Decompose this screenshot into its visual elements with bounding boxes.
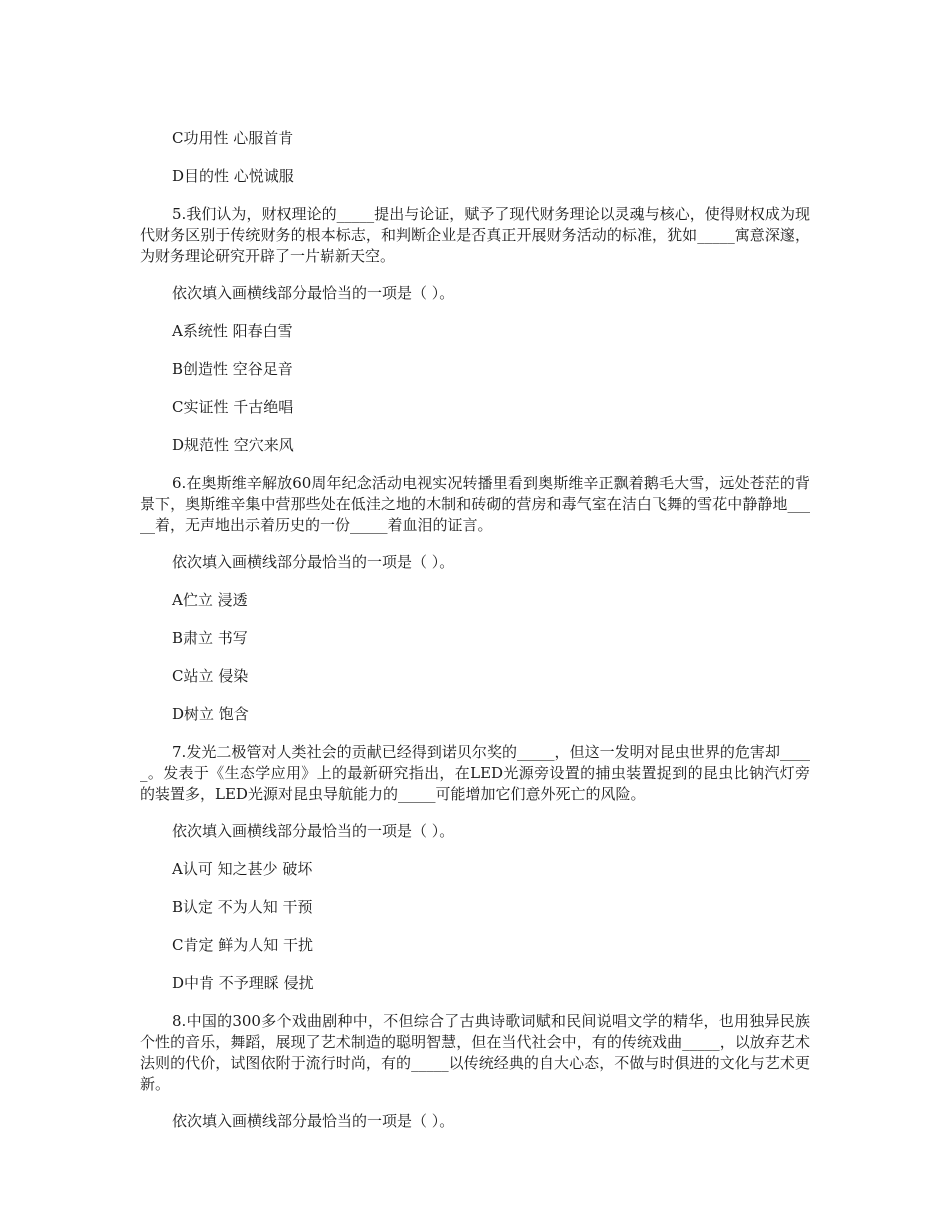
question-8: 8.中国的300多个戏曲剧种中，不但综合了古典诗歌词赋和民间说唱文学的精华，也用独异民族个性的音乐，舞蹈，展现了艺术制造的聪明智慧，但在当代社会中，有的传统戏曲_____，以放弃艺术法则的代价，试图依附于流行时尚，有的_____以传统经典的自大心态，不做与时俱进的文化与艺术更新。 bbox=[140, 1012, 810, 1093]
option-a-q7: A认可 知之甚少 破坏 bbox=[172, 860, 313, 878]
option-a-q6: A伫立 浸透 bbox=[172, 591, 248, 609]
option-d-q6: D树立 饱含 bbox=[172, 705, 249, 723]
option-d-q7: D中肯 不予理睬 侵扰 bbox=[172, 974, 314, 992]
option-b-q6: B肃立 书写 bbox=[172, 629, 248, 647]
question-6: 6.在奥斯维辛解放60周年纪念活动电视实况转播里看到奥斯维辛正飘着鹅毛大雪，远处苍茫的背景下，奥斯维辛集中营那些处在低洼之地的木制和砖砌的营房和毒气室在洁白飞舞的雪花中静静地_____着，无声地出示着历史的一份_____着血泪的证言。 bbox=[140, 474, 810, 534]
option-c-q5: C实证性 千古绝唱 bbox=[172, 398, 294, 416]
option-b-q5: B创造性 空谷足音 bbox=[172, 360, 293, 378]
option-a-q5: A系统性 阳春白雪 bbox=[172, 322, 293, 340]
question-7: 7.发光二极管对人类社会的贡献已经得到诺贝尔奖的_____，但这一发明对昆虫世界的危害却_____。发表于《生态学应用》上的最新研究指出，在LED光源旁设置的捕虫装置捉到的昆虫比钠汽灯旁的装置多，LED光源对昆虫导航能力的_____可能增加它们意外死亡的风险。 bbox=[140, 743, 810, 803]
question-5: 5.我们认为，财权理论的_____提出与论证，赋予了现代财务理论以灵魂与核心，使得财权成为现代财务区别于传统财务的根本标志，和判断企业是否真正开展财务活动的标准，犹如_____寓意深邃，为财务理论研究开辟了一片崭新天空。 bbox=[140, 205, 810, 265]
document-body bbox=[140, 128, 810, 1149]
option-c-q6: C站立 侵染 bbox=[172, 667, 249, 685]
option-d-q5: D规范性 空穴来风 bbox=[172, 436, 294, 454]
instruction-q6: 依次填入画横线部分最恰当的一项是（ ）。 bbox=[172, 553, 455, 571]
option-c-q7: C肯定 鲜为人知 干扰 bbox=[172, 936, 314, 954]
instruction-q8: 依次填入画横线部分最恰当的一项是（ ）。 bbox=[172, 1112, 455, 1130]
option-c-q4: C功用性 心服首肯 bbox=[172, 129, 294, 147]
option-d-q4: D目的性 心悦诚服 bbox=[172, 167, 294, 185]
instruction-q7: 依次填入画横线部分最恰当的一项是（ ）。 bbox=[172, 822, 455, 840]
instruction-q5: 依次填入画横线部分最恰当的一项是（ ）。 bbox=[172, 284, 455, 302]
option-b-q7: B认定 不为人知 干预 bbox=[172, 898, 313, 916]
